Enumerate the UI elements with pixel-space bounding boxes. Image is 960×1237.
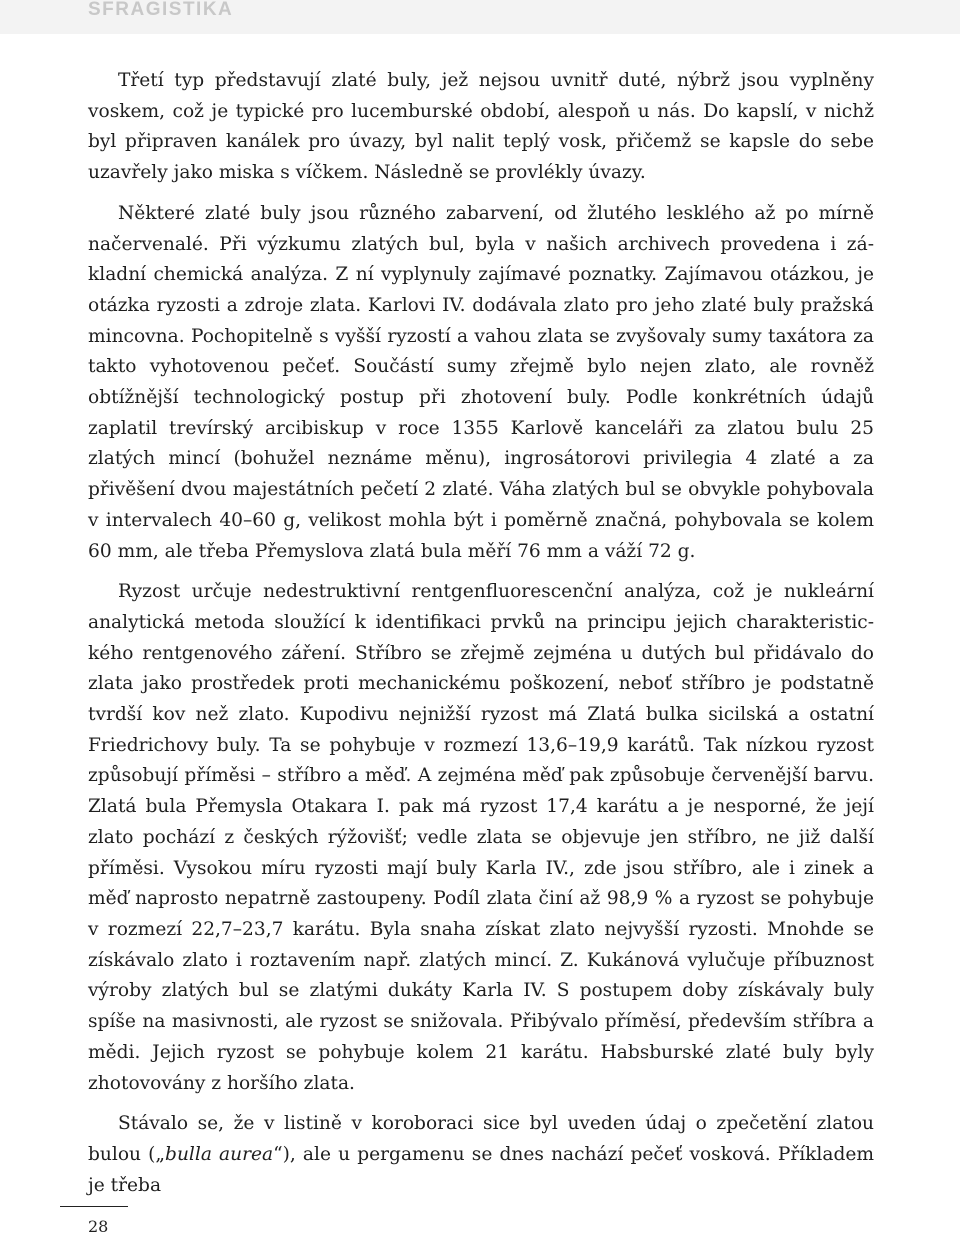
- footer-rule: [60, 1206, 128, 1207]
- paragraph-zabarveni: Některé zlaté buly jsou různého zabarvení, od žlutého lesklého až po mírně načervenalé. Při výzkumu zlatých bul, byla v našich archivech provedena i základní chemická analýza. Z ní vyplynuly zajímavé poznatky. Zajímavou otázkou, je otázka ryzosti a zdroje zlata. Karlovi IV. dodávala zlato pro jeho zlaté buly pražská mincovna. Pochopitelně s vyšší ryzostí a vahou zlata se zvyšovaly sumy taxátora za takto vyhotovenou pečeť. Součástí sumy zřejmě bylo nejen zlato, ale rovněž obtížnější technologický postup při zhotovení buly. Podle konkrétních údajů zaplatil trevírský arcibiskup v roce 1355 Karlově kanceláři za zlatou bulu 25 zlatých mincí (bohužel neznáme měnu), ingrosátorovi privilegia 4 zlaté a za přivěšení dvou majestátních pečetí 2 zlaté. Váha zlatých bul se obvykle pohybovala v intervalech 40–60 g, velikost mohla být i poměrně značná, pohybovala se kolem 60 mm, ale třeba Přemyslova zlatá bula měří 76 mm a váží 72 g.: [88, 202, 874, 562]
- paragraph-bulla-aurea: [88, 1109, 874, 1201]
- running-title: SFRAGISTIKA: [88, 0, 234, 20]
- latin-term-bulla-aurea: bulla aurea: [165, 1143, 274, 1165]
- body-text: [88, 66, 874, 1201]
- paragraph-text-before: Stávalo se, že v listině v koroboraci sice byl uveden údaj o zpečetění zlatou bulou („: [88, 1113, 874, 1165]
- paragraph-ryzost-analyza: Ryzost určuje nedestruktivní rentgenfluorescenční analýza, což je nukleární analytická metoda sloužící k identifikaci prvků na principu jejich charakteristického rentgenového záření. Stříbro se zřejmě zejména u dutých bul přidávalo do zlata jako prostředek proti mechanickému poškození, neboť stříbro je podstatně tvrdší kov než zlato. Kupodivu nejnižší ryzost má Zlatá bulka sicilská a ostatní Friedrichovy buly. Ta se pohybuje v rozmezí 13,6–19,9 karátů. Tak nízkou ryzost způsobují příměsi – stříbro a měď. A zejména měď pak způsobuje červenější barvu. Zlatá bula Přemysla Otakara I. pak má ryzost 17,4 karátu a je nesporné, že její zlato pochází z českých rýžovišť; vedle zlata se objevuje jen stříbro, ne již další příměsi. Vysokou míru ryzosti mají buly Karla IV., zde jsou stříbro, ale i zinek a měď naprosto nepatrně zastoupeny. Podíl zlata činí až 98,9 % a ryzost se pohybuje v rozmezí 22,7–23,7 karátu. Byla snaha získat zlato nejvyšší ryzosti. Mnohde se získávalo zlato i roztavením např. zlatých mincí. Z. Kukánová vylučuje příbuznost výroby zlatých bul se zlatými dukáty Karla IV. S postupem doby získávaly buly spíše na masivnosti, ale ryzost se snižovala. Přibývalo příměsí, především stříbra a mědi. Jejich ryzost se pohybuje kolem 21 karátu. Habsburské zlaté buly byly zhotovovány z horšího zlata.: [88, 581, 874, 1094]
- page-number: 28: [88, 1217, 109, 1236]
- paragraph-ryzost-intro-1: Třetí typ představují zlaté buly, jež nejsou uvnitř duté, nýbrž jsou vyplněny voskem, což je typické pro lucemburské období, alespoň u nás. Do kapslí, v nichž byl připraven kanálek pro úvazy, byl nalit teplý vosk, přičemž se kapsle do sebe uzavřely jako miska s víčkem. Následně se provlékly úvazy.: [88, 70, 874, 184]
- paragraph-text-after: “), ale u pergamenu se dnes nachází pečeť vosková. Příkladem je třeba: [88, 1143, 875, 1196]
